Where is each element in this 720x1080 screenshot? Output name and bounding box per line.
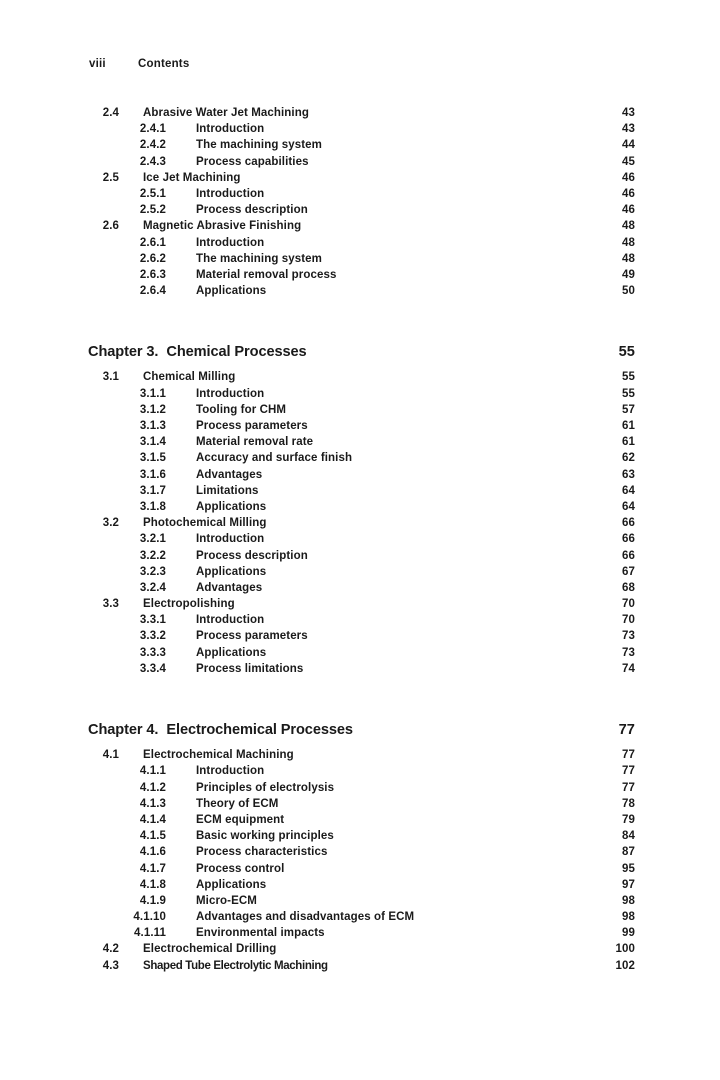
toc-entry-title: ECM equipment xyxy=(196,813,285,826)
toc-entry-level-3[interactable] xyxy=(89,402,635,418)
toc-entry-level-3[interactable] xyxy=(89,418,635,434)
toc-entry-title: Applications xyxy=(196,565,267,578)
toc-entry-page-number: 49 xyxy=(622,268,635,281)
toc-entry-page-number: 45 xyxy=(622,155,635,168)
toc-entry-level-2[interactable] xyxy=(89,747,635,763)
toc-entry-title: Applications xyxy=(196,646,267,659)
toc-entry-number: 2.6.1 xyxy=(139,236,166,249)
toc-entry-title: Advantages xyxy=(196,581,263,594)
toc-entry-number: 4.3 xyxy=(102,959,119,972)
toc-entry-page-number: 73 xyxy=(622,646,635,659)
toc-entry-level-3[interactable] xyxy=(89,450,635,466)
chapter-spacer xyxy=(89,677,635,722)
toc-entry-level-3[interactable] xyxy=(89,925,635,941)
toc-entry-title: Advantages and disadvantages of ECM xyxy=(196,911,415,924)
toc-entry-title: Applications xyxy=(196,285,267,298)
toc-entry-title: Limitations xyxy=(196,484,259,497)
toc-entry-page-number: 66 xyxy=(622,533,635,546)
toc-entry-title: Process characteristics xyxy=(196,846,328,859)
toc-entry-page-number: 73 xyxy=(622,630,635,643)
toc-entry-number: 3.1.2 xyxy=(139,403,166,416)
toc-entry-title: Principles of electrolysis xyxy=(196,781,335,794)
toc-entry-number: 3.1.4 xyxy=(139,436,166,449)
toc-entry-title: Magnetic Abrasive Finishing xyxy=(143,220,302,233)
toc-entry-title: Introduction xyxy=(196,387,265,400)
toc-entry-level-2[interactable] xyxy=(89,958,635,974)
table-of-contents xyxy=(89,105,635,974)
toc-chapter-heading[interactable] xyxy=(89,344,635,360)
toc-entry-number: 4.1.2 xyxy=(139,781,166,794)
toc-entry-level-3[interactable] xyxy=(89,154,635,170)
toc-entry-level-3[interactable] xyxy=(89,499,635,515)
toc-chapter-name: Chemical Processes xyxy=(166,344,307,361)
toc-entry-number: 3.1.6 xyxy=(139,468,166,481)
toc-entry-title: The machining system xyxy=(196,252,322,265)
toc-entry-title: Introduction xyxy=(196,236,265,249)
toc-entry-number: 4.1.10 xyxy=(133,911,166,924)
toc-entry-level-3[interactable] xyxy=(89,628,635,644)
toc-entry-number: 3.2 xyxy=(102,517,119,530)
toc-entry-page-number: 48 xyxy=(622,236,635,249)
toc-entry-page-number: 84 xyxy=(622,830,635,843)
toc-entry-number: 2.6.4 xyxy=(139,285,166,298)
toc-entry-page-number: 99 xyxy=(622,927,635,940)
toc-entry-title: Introduction xyxy=(196,187,265,200)
folio-number: viii xyxy=(89,58,106,70)
toc-entry-number: 4.1.11 xyxy=(134,927,166,940)
toc-chapter-name: Electrochemical Processes xyxy=(166,722,353,738)
toc-entry-number: 4.1.7 xyxy=(139,862,166,875)
toc-entry-title: Process limitations xyxy=(196,662,304,675)
toc-entry-number: 2.4.1 xyxy=(139,123,166,136)
toc-entry-level-3[interactable] xyxy=(89,186,635,202)
toc-entry-number: 3.2.4 xyxy=(139,581,166,594)
toc-entry-page-number: 48 xyxy=(622,220,635,233)
toc-entry-number: 3.3.4 xyxy=(139,662,166,675)
toc-entry-page-number: 43 xyxy=(622,123,635,136)
toc-entry-title: Process description xyxy=(196,549,308,562)
toc-entry-page-number: 100 xyxy=(615,943,635,956)
toc-entry-level-3[interactable] xyxy=(89,564,635,580)
toc-entry-level-3[interactable] xyxy=(89,645,635,661)
toc-entry-page-number: 61 xyxy=(622,420,635,432)
toc-entry-page-number: 68 xyxy=(622,581,635,594)
toc-entry-level-3[interactable] xyxy=(89,137,635,153)
toc-entry-title: Process parameters xyxy=(196,420,308,432)
toc-entry-title: Theory of ECM xyxy=(196,797,279,810)
toc-entry-title: Material removal rate xyxy=(196,436,314,449)
toc-entry-page-number: 98 xyxy=(622,894,635,907)
toc-entry-title: Process parameters xyxy=(196,630,308,643)
toc-entry-number: 2.5.2 xyxy=(139,204,166,217)
toc-entry-title: Applications xyxy=(196,878,267,891)
toc-entry-title: Photochemical Milling xyxy=(143,517,267,530)
toc-entry-level-3[interactable] xyxy=(89,661,635,677)
toc-entry-number: 4.1.3 xyxy=(139,797,166,810)
toc-entry-level-3[interactable] xyxy=(89,467,635,483)
toc-entry-page-number: 77 xyxy=(622,765,635,778)
toc-entry-page-number: 48 xyxy=(622,252,635,265)
toc-entry-page-number: 57 xyxy=(622,403,635,416)
toc-entry-level-3[interactable] xyxy=(89,251,635,267)
toc-entry-page-number: 66 xyxy=(622,549,635,562)
toc-entry-page-number: 79 xyxy=(622,813,635,826)
toc-entry-level-2[interactable] xyxy=(89,515,635,531)
toc-entry-number: 2.6.3 xyxy=(139,268,166,281)
toc-entry-number: 3.2.2 xyxy=(139,549,166,562)
toc-entry-page-number: 46 xyxy=(622,171,635,184)
toc-entry-number: 4.1.8 xyxy=(139,878,166,891)
toc-entry-title: Accuracy and surface finish xyxy=(196,452,353,465)
toc-entry-number: 4.1.4 xyxy=(139,813,166,826)
toc-chapter-page-number: 55 xyxy=(618,344,635,361)
toc-chapter-number: Chapter 3. xyxy=(88,344,159,361)
toc-entry-page-number: 97 xyxy=(622,878,635,891)
toc-entry-number: 2.6 xyxy=(102,220,119,233)
toc-entry-level-3[interactable] xyxy=(89,531,635,547)
toc-entry-title: The machining system xyxy=(196,139,322,152)
toc-entry-number: 4.1 xyxy=(102,749,119,762)
chapter-underspacer xyxy=(89,738,635,747)
toc-entry-title: Process description xyxy=(196,204,308,217)
toc-entry-level-3[interactable] xyxy=(89,877,635,893)
toc-entry-level-3[interactable] xyxy=(89,612,635,628)
toc-entry-number: 3.2.1 xyxy=(139,533,166,546)
toc-entry-page-number: 62 xyxy=(622,452,635,465)
toc-entry-level-3[interactable] xyxy=(89,861,635,877)
toc-entry-page-number: 70 xyxy=(622,598,635,611)
toc-entry-number: 4.1.9 xyxy=(139,894,166,907)
toc-entry-number: 3.1.1 xyxy=(139,387,166,400)
toc-entry-level-3[interactable] xyxy=(89,893,635,909)
toc-entry-number: 2.6.2 xyxy=(139,252,166,265)
toc-entry-title: Introduction xyxy=(196,765,265,778)
toc-entry-level-3[interactable] xyxy=(89,580,635,596)
toc-entry-title: Introduction xyxy=(196,614,265,627)
running-head-title: Contents xyxy=(138,58,190,70)
toc-entry-level-3[interactable] xyxy=(89,548,635,564)
toc-entry-page-number: 55 xyxy=(622,371,635,384)
toc-entry-title: Tooling for CHM xyxy=(196,403,287,416)
toc-entry-title: Applications xyxy=(196,500,267,513)
chapter-underspacer xyxy=(89,360,635,369)
toc-entry-title: Electrochemical Machining xyxy=(143,749,294,762)
toc-entry-number: 3.1.3 xyxy=(139,420,166,432)
toc-entry-page-number: 70 xyxy=(622,614,635,627)
toc-entry-level-2[interactable] xyxy=(89,218,635,234)
toc-entry-number: 4.1.6 xyxy=(139,846,166,859)
toc-entry-number: 3.2.3 xyxy=(139,565,166,578)
toc-entry-page-number: 46 xyxy=(622,187,635,200)
toc-entry-title: Process control xyxy=(196,862,285,875)
running-head xyxy=(89,58,635,74)
toc-entry-level-3[interactable] xyxy=(89,202,635,218)
toc-entry-page-number: 74 xyxy=(622,662,635,675)
toc-entry-page-number: 46 xyxy=(622,204,635,217)
toc-entry-page-number: 66 xyxy=(622,517,635,530)
toc-entry-page-number: 77 xyxy=(622,749,635,762)
toc-entry-level-3[interactable] xyxy=(89,812,635,828)
toc-entry-number: 2.4.3 xyxy=(139,155,166,168)
toc-entry-title: Electropolishing xyxy=(143,598,235,611)
toc-entry-page-number: 98 xyxy=(622,911,635,924)
toc-chapter-title xyxy=(88,722,353,738)
toc-entry-page-number: 43 xyxy=(622,107,635,119)
toc-entry-level-3[interactable] xyxy=(89,828,635,844)
toc-entry-level-3[interactable] xyxy=(89,796,635,812)
toc-entry-title: Introduction xyxy=(196,123,265,136)
toc-entry-number: 3.3.2 xyxy=(139,630,166,643)
toc-entry-level-2[interactable] xyxy=(89,369,635,385)
toc-chapter-number: Chapter 4. xyxy=(88,722,159,738)
toc-entry-title: Ice Jet Machining xyxy=(143,171,241,184)
toc-entry-page-number: 77 xyxy=(622,781,635,794)
toc-entry-title: Material removal process xyxy=(196,268,337,281)
toc-chapter-page-number: 77 xyxy=(618,722,635,738)
toc-entry-number: 3.1.8 xyxy=(139,500,166,513)
toc-entry-page-number: 78 xyxy=(622,797,635,810)
toc-entry-level-2[interactable] xyxy=(89,105,635,121)
toc-chapter-title xyxy=(88,344,307,360)
toc-entry-page-number: 50 xyxy=(622,285,635,298)
toc-entry-page-number: 64 xyxy=(622,484,635,497)
toc-entry-page-number: 61 xyxy=(622,436,635,449)
toc-entry-title: Introduction xyxy=(196,533,265,546)
toc-entry-level-2[interactable] xyxy=(89,596,635,612)
toc-entry-title: Micro-ECM xyxy=(196,894,257,907)
toc-entry-level-3[interactable] xyxy=(89,780,635,796)
toc-entry-page-number: 87 xyxy=(622,846,635,859)
toc-entry-page-number: 102 xyxy=(615,959,635,972)
toc-entry-number: 3.1 xyxy=(102,371,119,384)
toc-entry-number: 4.1.1 xyxy=(139,765,166,778)
toc-entry-number: 2.5.1 xyxy=(139,187,166,200)
toc-entry-number: 2.4 xyxy=(102,107,119,119)
toc-entry-number: 3.3 xyxy=(102,598,119,611)
toc-entry-number: 4.1.5 xyxy=(139,830,166,843)
toc-entry-level-3[interactable] xyxy=(89,283,635,299)
toc-entry-number: 3.1.5 xyxy=(139,452,166,465)
toc-entry-level-3[interactable] xyxy=(89,434,635,450)
toc-entry-number: 3.3.3 xyxy=(139,646,166,659)
toc-entry-number: 2.5 xyxy=(102,171,119,184)
chapter-spacer xyxy=(89,299,635,344)
toc-entry-page-number: 67 xyxy=(622,565,635,578)
toc-entry-number: 3.3.1 xyxy=(139,614,166,627)
toc-entry-level-3[interactable] xyxy=(89,386,635,402)
toc-entry-title: Electrochemical Drilling xyxy=(143,943,277,956)
toc-chapter-heading[interactable] xyxy=(89,722,635,738)
toc-entry-level-3[interactable] xyxy=(89,844,635,860)
toc-entry-number: 3.1.7 xyxy=(139,484,166,497)
toc-entry-level-3[interactable] xyxy=(89,267,635,283)
toc-entry-page-number: 44 xyxy=(622,139,635,152)
toc-entry-title: Advantages xyxy=(196,468,263,481)
toc-entry-title: Abrasive Water Jet Machining xyxy=(143,107,309,119)
toc-entry-level-2[interactable] xyxy=(89,170,635,186)
toc-entry-title: Process capabilities xyxy=(196,155,309,168)
toc-entry-title: Environmental impacts xyxy=(196,927,325,940)
toc-entry-number: 4.2 xyxy=(102,943,119,956)
toc-entry-level-3[interactable] xyxy=(89,909,635,925)
toc-entry-level-2[interactable] xyxy=(89,941,635,957)
toc-entry-level-3[interactable] xyxy=(89,235,635,251)
toc-entry-title: Chemical Milling xyxy=(143,371,236,384)
toc-entry-title: Shaped Tube Electrolytic Machining xyxy=(143,959,328,972)
toc-entry-page-number: 95 xyxy=(622,862,635,875)
toc-entry-level-3[interactable] xyxy=(89,763,635,779)
toc-entry-title: Basic working principles xyxy=(196,830,334,843)
toc-entry-page-number: 64 xyxy=(622,500,635,513)
toc-entry-page-number: 63 xyxy=(622,468,635,481)
toc-entry-level-3[interactable] xyxy=(89,483,635,499)
toc-entry-level-3[interactable] xyxy=(89,121,635,137)
toc-entry-number: 2.4.2 xyxy=(139,139,166,152)
toc-entry-page-number: 55 xyxy=(622,387,635,400)
